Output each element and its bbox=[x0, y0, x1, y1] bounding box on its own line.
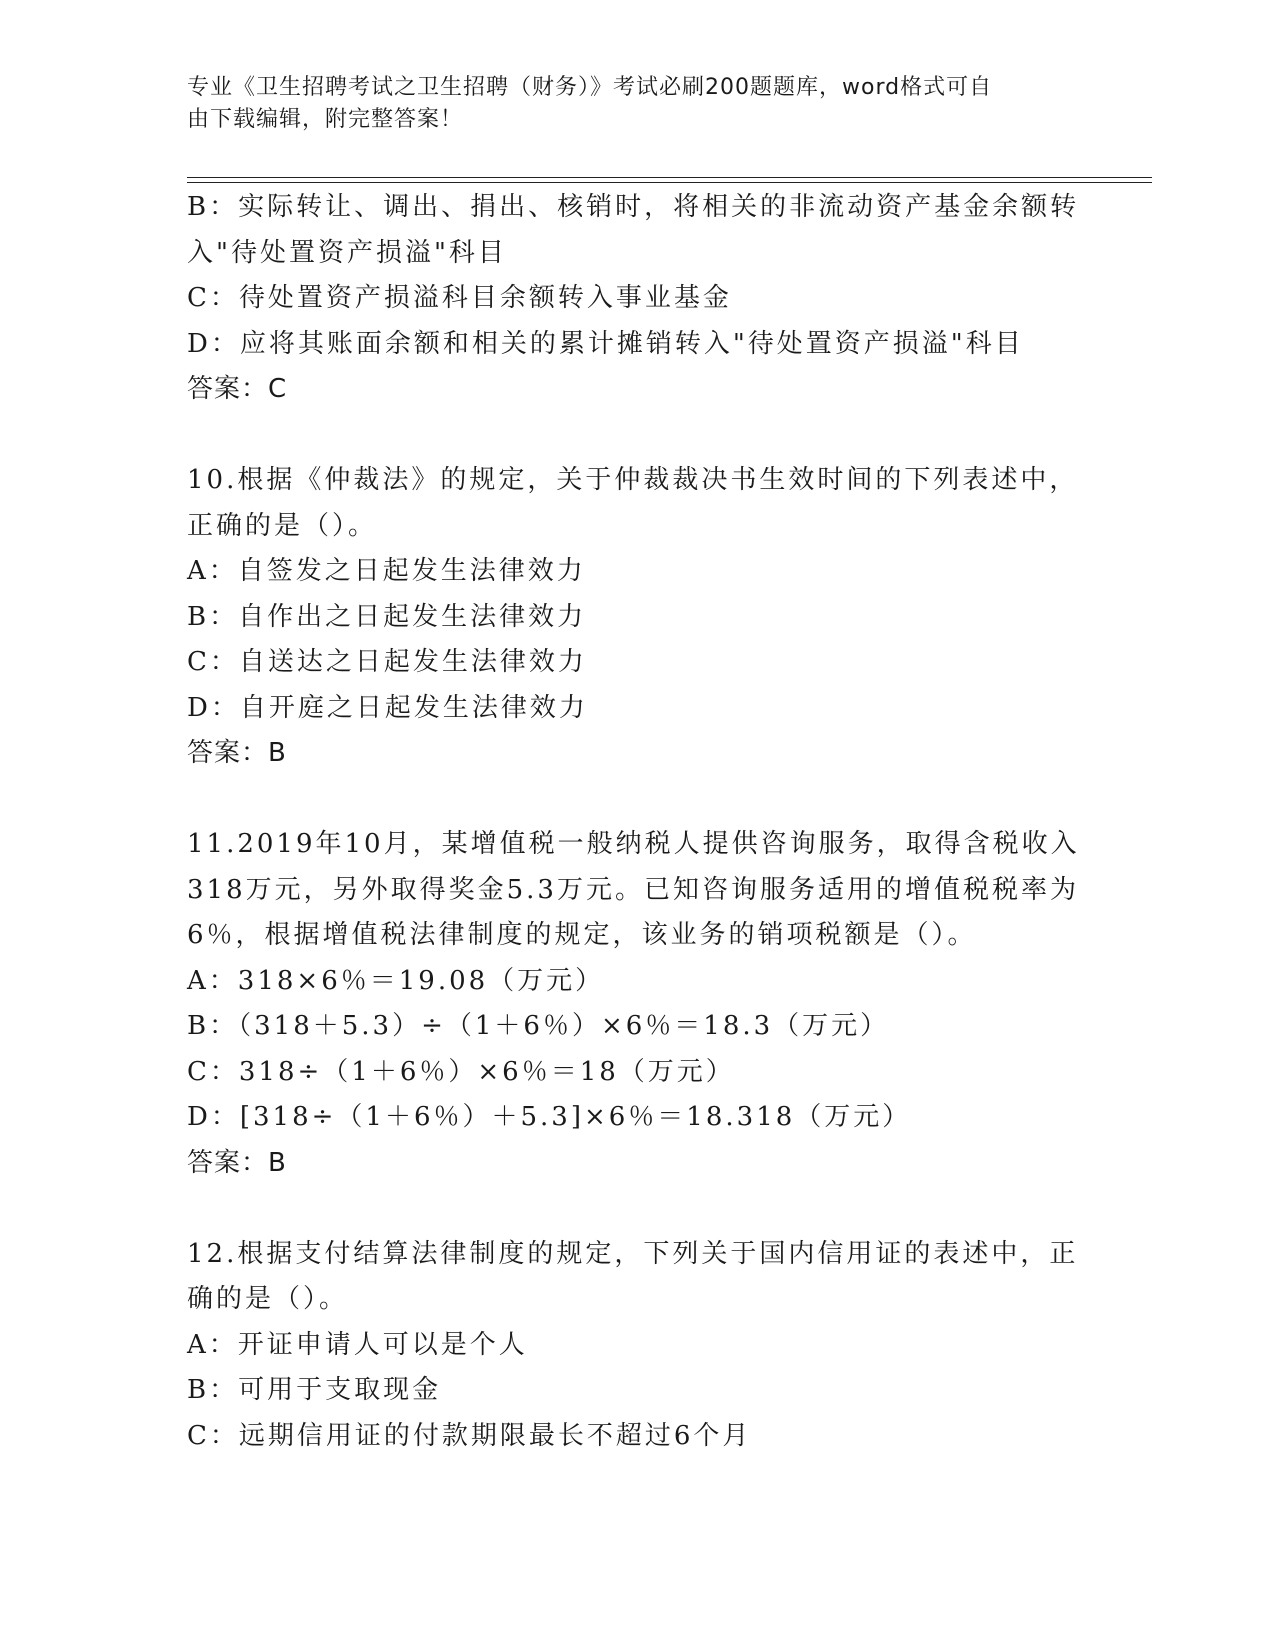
option-c: C：待处置资产损溢科目余额转入事业基金 bbox=[187, 283, 732, 313]
option-a: A：开证申请人可以是个人 bbox=[187, 1329, 528, 1360]
option-b-line-2: 入"待处置资产损溢"科目 bbox=[187, 237, 507, 268]
option-b: B：自作出之日起发生法律效力 bbox=[187, 601, 587, 632]
option-b: B：可用于支取现金 bbox=[187, 1375, 442, 1405]
option-d: D：[318÷（1＋6％）＋5.3]×6％＝18.318（万元） bbox=[187, 1102, 912, 1132]
header-divider-top bbox=[187, 177, 1152, 178]
header-title-line-2: 由下载编辑，附完整答案！ bbox=[187, 107, 464, 132]
question-stem-line-2: 正确的是（）。 bbox=[187, 510, 378, 541]
question-stem-line-2: 318万元，另外取得奖金5.3万元。已知咨询服务适用的增值税税率为 bbox=[187, 874, 1079, 905]
option-c: C：318÷（1＋6％）×6％＝18（万元） bbox=[187, 1056, 735, 1087]
answer-line: 答案：C bbox=[187, 374, 288, 404]
header-title-line-1: 专业《卫生招聘考试之卫生招聘（财务）》考试必刷200题题库，word格式可自 bbox=[187, 75, 993, 100]
answer-line: 答案：B bbox=[187, 1147, 287, 1178]
option-b-line-1: B：实际转让、调出、捐出、核销时，将相关的非流动资产基金余额转 bbox=[187, 192, 1080, 222]
option-b: B：（318＋5.3）÷（1＋6％）×6％＝18.3（万元） bbox=[187, 1011, 890, 1041]
spacer bbox=[187, 413, 1187, 459]
option-c: C：自送达之日起发生法律效力 bbox=[187, 647, 587, 677]
option-d: D：应将其账面余额和相关的累计摊销转入"待处置资产损溢"科目 bbox=[187, 328, 1024, 359]
question-stem-line-2: 确的是（）。 bbox=[187, 1284, 349, 1314]
question-stem-line-1: 11.2019年10月，某增值税一般纳税人提供咨询服务，取得含税收入 bbox=[187, 829, 1080, 859]
question-10 bbox=[187, 458, 1187, 777]
spacer bbox=[187, 1186, 1187, 1232]
option-d: D：自开庭之日起发生法律效力 bbox=[187, 692, 588, 723]
question-stem-line-1: 12.根据支付结算法律制度的规定，下列关于国内信用证的表述中，正 bbox=[187, 1238, 1079, 1269]
option-c: C：远期信用证的付款期限最长不超过6个月 bbox=[187, 1420, 752, 1451]
question-9-continued bbox=[187, 185, 1187, 413]
document-body bbox=[187, 185, 1187, 1459]
option-a: A：自签发之日起发生法律效力 bbox=[187, 556, 586, 586]
option-a: A：318×6％＝19.08（万元） bbox=[187, 965, 605, 996]
header-divider-bottom bbox=[187, 182, 1152, 183]
question-stem-line-3: 6％，根据增值税法律制度的规定，该业务的销项税额是（）。 bbox=[187, 920, 977, 950]
answer-line: 答案：B bbox=[187, 738, 287, 768]
question-12 bbox=[187, 1232, 1187, 1460]
question-11 bbox=[187, 822, 1187, 1186]
spacer bbox=[187, 777, 1187, 823]
document-header bbox=[187, 72, 1087, 136]
question-stem-line-1: 10.根据《仲裁法》的规定，关于仲裁裁决书生效时间的下列表述中， bbox=[187, 465, 1079, 495]
